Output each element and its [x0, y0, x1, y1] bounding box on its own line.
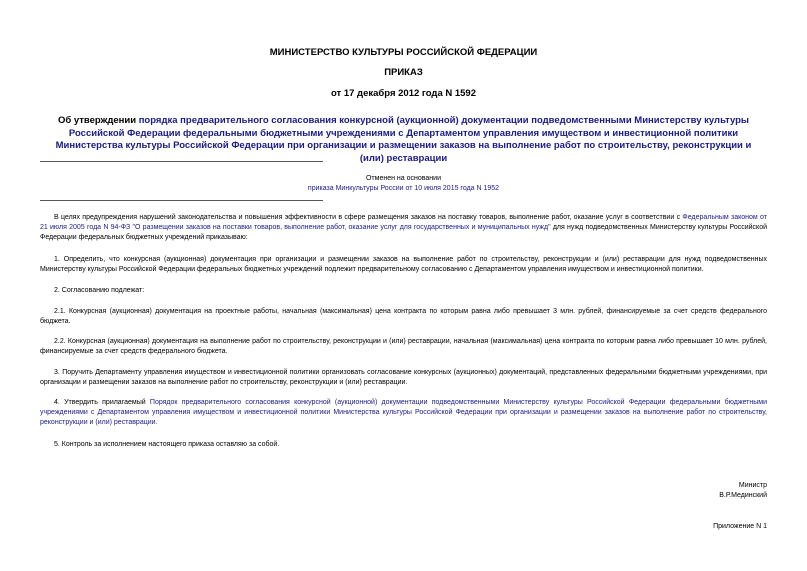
- signature-position: Министр: [738, 482, 767, 489]
- divider-bottom: [40, 200, 323, 201]
- title-prefix: Об утверждении: [57, 115, 139, 126]
- paragraph-1: 1. Определить, что конкурсная (аукционная) документация при организации и размещении заказов на выполнение работ по строительству, реконструкции и (или) реставрации для нужд подведомственных Министерству культуры Российской Федерации федеральных бюджетных учреждений подлежит предварительному согласованию с Департаментом управления имуществом и инвестиционной политики.: [40, 256, 767, 273]
- doc-type-heading: ПРИКАЗ: [384, 67, 423, 78]
- cancellation-note: Отменен на основании: [365, 175, 441, 182]
- title-link[interactable]: порядка предварительного согласования конкурсной (аукционной) документации подведомственными Министерству культуры Российской Федерации федеральными бюджетными учреждениями с Департаментом управления имуществом и инвестиционной политики Министерства культуры Российской Федерации при организации и размещении заказов на выполнение работ по строительству, реконструкции и (или) реставрации: [55, 115, 752, 164]
- paragraph-2-2: 2.2. Конкурсная (аукционная) документация на выполнение работ по строительству, реконструкции и (или) реставрации, начальная (максимальная) цена контракта по которым равна либо превышает 10 млн. рублей, финансируемые за счет средств федерального бюджета.: [40, 338, 767, 355]
- federal-law-link[interactable]: Федеральным законом от 21 июля 2005 года N 94-ФЗ "О размещении заказов на поставки товаров, выполнение работ, оказание услуг для государственных и муниципальных нужд": [40, 214, 768, 231]
- paragraph-2: 2. Согласованию подлежат:: [54, 287, 145, 294]
- procedure-link[interactable]: Порядок предварительного согласования конкурсной (аукционной) документации подведомственными Министерству культуры Российской Федерации федеральными бюджетными учреждениями с Департаментом управления имуществом и инвестиционной политики Министерства культуры Российской Федерации при организации и размещении заказов на выполнение работ по строительству, реконструкции и (или) реставрации.: [40, 399, 767, 426]
- paragraph-3: 3. Поручить Департаменту управления имуществом и инвестиционной политики организовать согласование конкурсных (аукционных) документаций, представленных федеральными бюджетными учреждениями, при организации и размещении заказов на выполнение работ по строительству, реконструкции и (или) реставрации.: [40, 369, 767, 386]
- cancellation-link-line: [0, 184, 807, 194]
- signature-name: В.Р.Мединский: [719, 492, 767, 499]
- intro-text-2: для нужд подведомственных Министерству культуры Российской Федерации федеральных бюджетных учреждений приказываю:: [40, 224, 767, 241]
- paragraph-5: 5. Контроль за исполнением настоящего приказа оставляю за собой.: [54, 441, 280, 448]
- document-title: [45, 115, 762, 165]
- divider-top: [40, 161, 323, 162]
- paragraph-2-1: 2.1. Конкурсная (аукционная) документация на проектные работы, начальная (максимальная) цена контракта по которым равна либо превышает 3 млн. рублей, финансируемые за счет средств федерального бюджета.: [40, 308, 767, 325]
- appendix-label: Приложение N 1: [713, 523, 767, 530]
- intro-paragraph: [40, 213, 767, 243]
- paragraph-4: [40, 398, 767, 428]
- date-number-heading: от 17 декабря 2012 года N 1592: [330, 88, 476, 99]
- paragraph-4-prefix: 4. Утвердить прилагаемый: [54, 399, 150, 406]
- ministry-heading: МИНИСТЕРСТВО КУЛЬТУРЫ РОССИЙСКОЙ ФЕДЕРАЦИИ: [269, 47, 538, 58]
- cancellation-link[interactable]: приказа Минкультуры России от 10 июля 2015 года N 1952: [307, 185, 500, 192]
- intro-text-1: В целях предупреждения нарушений законодательства и повышения эффективности в сфере размещения заказов на поставку товаров, выполнение работ, оказание услуг в соответствии с: [54, 214, 683, 221]
